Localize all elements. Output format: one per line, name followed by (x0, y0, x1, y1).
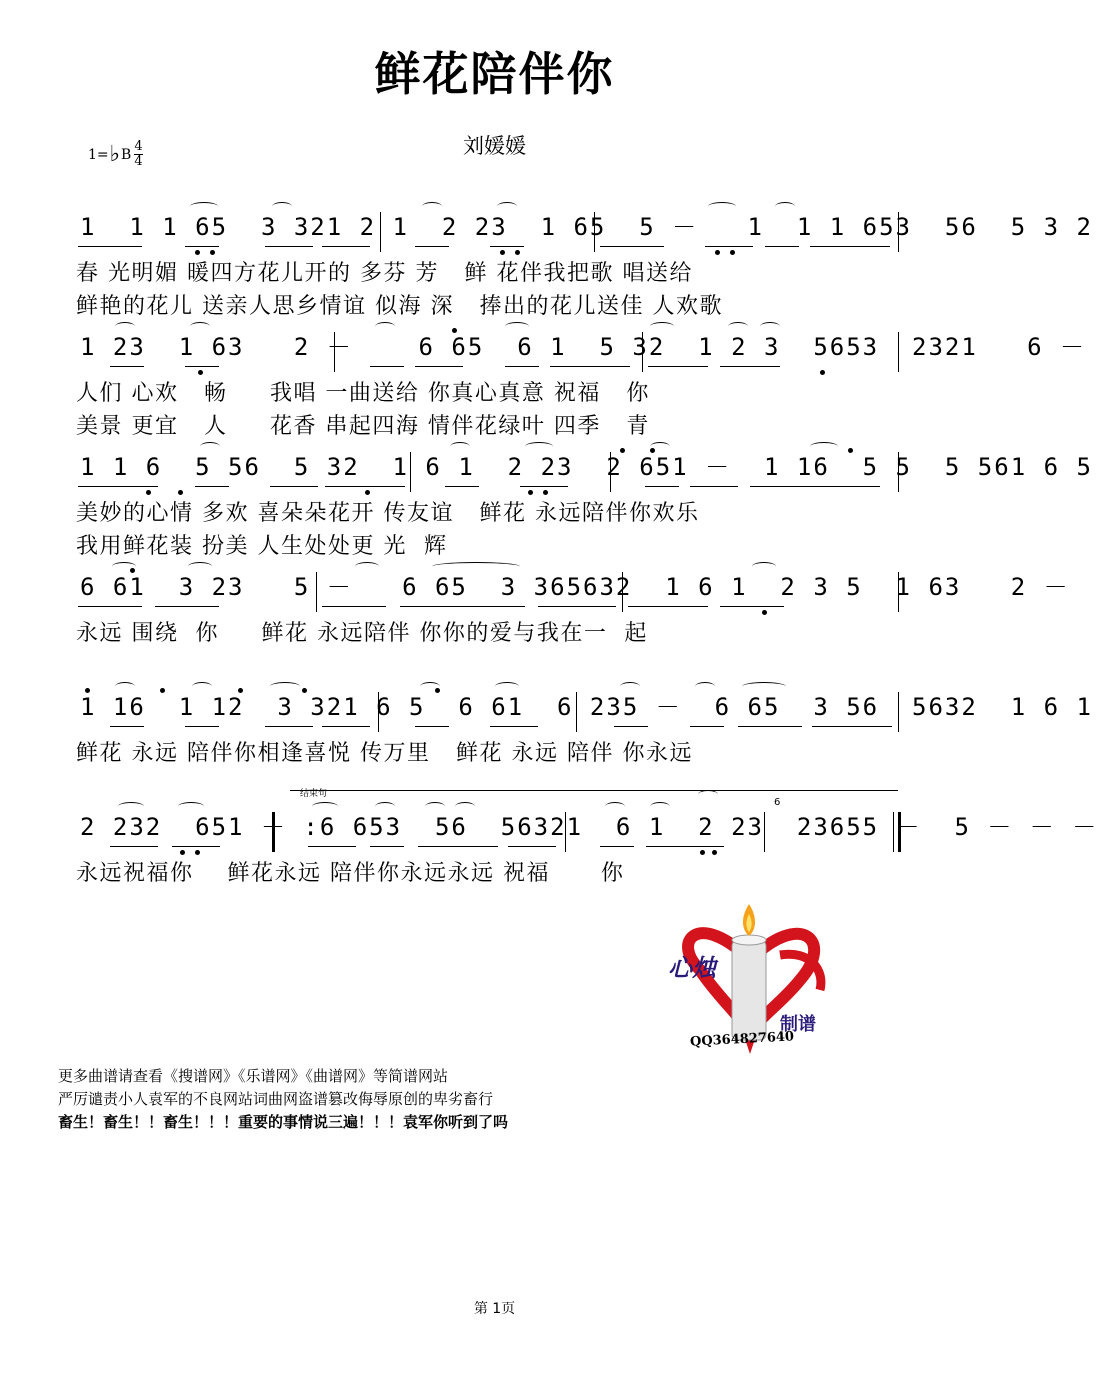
slur (272, 202, 292, 211)
underline (628, 606, 708, 607)
underline (400, 606, 525, 607)
low-dot (198, 370, 203, 375)
slur (450, 442, 470, 451)
underline (415, 726, 449, 727)
low-dot (712, 850, 717, 855)
slur (497, 202, 517, 211)
underline (505, 366, 539, 367)
underline (690, 486, 738, 487)
underline (738, 726, 802, 727)
final-barline (898, 812, 901, 852)
slur (698, 790, 718, 799)
low-dot (715, 250, 720, 255)
slur (455, 802, 475, 811)
low-dot (210, 250, 215, 255)
score-system-2 (0, 332, 1087, 452)
underline (720, 606, 784, 607)
footer-line-3: 畜生！畜生！！畜生！！！重要的事情说三遍！！！袁军你听到了吗 (58, 1113, 509, 1131)
high-dot (848, 448, 853, 453)
underline (325, 486, 405, 487)
high-dot (85, 688, 90, 693)
slur (375, 802, 395, 811)
low-dot (195, 850, 200, 855)
page-number: 第 1页 (473, 1301, 516, 1317)
underline (265, 726, 313, 727)
lyric-verse-1: 永远祝福你 鲜花永远 陪伴你永远永远 祝福 你 (76, 861, 625, 886)
barline (316, 572, 317, 612)
underline (415, 366, 463, 367)
underline (538, 606, 616, 607)
score-system-6 (0, 812, 1098, 932)
underline (185, 366, 219, 367)
barline (898, 692, 899, 732)
slur (190, 322, 210, 331)
slur (742, 682, 786, 691)
slur (118, 802, 144, 811)
underline (195, 486, 229, 487)
barline (898, 572, 899, 612)
notes-line: 1 1 6 5 56 5 32 1 6 1 2 23 2 651 － 1 16 5 5 5 561 6 5 (80, 453, 1093, 481)
song-title: 鲜花陪伴你 (374, 47, 615, 101)
final-barline (893, 812, 894, 852)
high-dot (452, 328, 457, 333)
underline (550, 366, 630, 367)
high-dot (435, 688, 440, 693)
barline (898, 332, 899, 372)
underline (78, 246, 142, 247)
slur (432, 562, 520, 571)
underline (322, 726, 370, 727)
underline (110, 846, 158, 847)
low-dot (515, 250, 520, 255)
high-dot (620, 448, 625, 453)
underline (78, 606, 142, 607)
underline (370, 366, 404, 367)
slur (200, 442, 220, 451)
underline (812, 726, 892, 727)
slur (190, 202, 218, 211)
low-dot (365, 490, 370, 495)
slur (192, 682, 212, 691)
slur (605, 802, 625, 811)
low-dot (762, 610, 767, 615)
repeat-barline (272, 812, 275, 852)
low-dot (500, 250, 505, 255)
low-dot (730, 250, 735, 255)
underline (78, 486, 158, 487)
slur (695, 682, 715, 691)
barline (898, 452, 899, 492)
underline (185, 726, 219, 727)
score-system-5 (0, 692, 1093, 812)
slur (525, 442, 553, 451)
score-system-3 (0, 452, 1093, 572)
low-dot (700, 850, 705, 855)
footer-line-2: 严厉谴责小人袁军的不良网站词曲网盗谱篡改侮辱原创的卑劣畜行 (58, 1090, 494, 1108)
slur (178, 802, 204, 811)
underline (110, 366, 144, 367)
high-dot (130, 568, 135, 573)
slur (270, 682, 300, 691)
high-dot (302, 688, 307, 693)
slur (708, 202, 736, 211)
low-dot (528, 490, 533, 495)
underline (765, 246, 799, 247)
low-dot (820, 370, 825, 375)
underline (705, 246, 753, 247)
underline (418, 846, 498, 847)
barline (594, 212, 595, 252)
fermata-mark: 6 (774, 797, 781, 808)
notes-line: 2 232 651 － :6 653 56 56321 6 1 2 23 23655 － 5 － － － (80, 813, 1098, 841)
underline (720, 366, 780, 367)
slur (495, 682, 519, 691)
underline (155, 606, 219, 607)
slur (188, 562, 212, 571)
lyric-verse-2: 美景 更宜 人 花香 串起四海 情伴花绿叶 四季 青 (76, 414, 650, 439)
barline (610, 452, 611, 492)
logo-text-sub: 制谱 (780, 1014, 816, 1035)
underline (600, 246, 664, 247)
slur (505, 322, 529, 331)
underline (490, 726, 538, 727)
low-dot (543, 490, 548, 495)
slur (810, 442, 838, 451)
underline (646, 846, 724, 847)
slur (752, 562, 776, 571)
underline (690, 726, 724, 727)
barline (378, 692, 379, 732)
low-dot (146, 490, 151, 495)
barline (622, 572, 623, 612)
logo-qq: QQ364827640 (689, 1029, 795, 1050)
slur (375, 322, 395, 331)
barline (576, 692, 577, 732)
underline (415, 246, 449, 247)
low-dot (178, 490, 183, 495)
low-dot (180, 850, 185, 855)
underline (520, 486, 568, 487)
underline (172, 846, 220, 847)
underline (750, 486, 880, 487)
barline (764, 812, 765, 852)
slur (650, 802, 670, 811)
lyric-verse-1: 美妙的心情 多欢 喜朵朵花开 传友谊 鲜花 永远陪伴你欢乐 (76, 501, 700, 526)
lyric-verse-1: 人们 心欢 畅 我唱 一曲送给 你真心真意 祝福 你 (76, 381, 650, 406)
footer-line-1: 更多曲谱请查看《搜谱网》《乐谱网》《曲谱网》等简谱网站 (58, 1067, 449, 1085)
underline (508, 846, 556, 847)
ending-bracket (290, 790, 898, 791)
lyric-verse-1: 永远 围绕 你 鲜花 永远陪伴 你你的爱与我在一 起 (76, 621, 648, 646)
barline (565, 812, 566, 852)
low-dot (195, 250, 200, 255)
lyric-verse-2: 鲜艳的花儿 送亲人思乡情谊 似海 深 捧出的花儿送佳 人欢歌 (76, 294, 723, 319)
underline (265, 246, 313, 247)
barline (410, 452, 411, 492)
key-note: B (121, 146, 132, 163)
underline (445, 486, 479, 487)
high-dot (650, 448, 655, 453)
flat-sign: ♭ (109, 142, 121, 167)
notes-line: 1 16 1 12 3 321 6 5 6 61 6 235 － 6 65 3 56 5632 1 6 1 (80, 693, 1093, 721)
underline (270, 486, 318, 487)
underline (308, 846, 356, 847)
underline (110, 726, 144, 727)
underline (600, 846, 634, 847)
slur (312, 802, 338, 811)
slur (620, 682, 640, 691)
underline (322, 246, 370, 247)
slur (422, 202, 442, 211)
underline (614, 726, 648, 727)
slur (760, 322, 780, 331)
high-dot (160, 688, 165, 693)
slur (775, 202, 795, 211)
underline (322, 606, 386, 607)
lyric-verse-1: 春 光明媚 暖四方花儿开的 多芬 芳 鲜 花伴我把歌 唱送给 (76, 261, 693, 286)
slur (425, 802, 445, 811)
score-system-1 (0, 212, 1093, 332)
notes-line: 6 61 3 23 5 － 6 65 3 365632 1 6 1 2 3 5 1 63 2 － (80, 573, 1070, 601)
slur (115, 682, 135, 691)
time-bottom: 4 (134, 154, 143, 169)
slur (650, 322, 674, 331)
lyric-verse-2: 我用鲜花装 扮美 人生处处更 光 辉 (76, 534, 448, 559)
ending-label: 结束句 (300, 789, 328, 799)
barline (898, 212, 899, 252)
notes-line: 1 23 1 63 2 － 6 65 6 1 5 32 1 2 3 5653 2321 6 － (80, 333, 1087, 361)
slur (355, 562, 379, 571)
underline (645, 486, 679, 487)
notes-line: 1 1 1 65 3 321 2 1 2 23 1 65 5 － 1 1 1 653 56 5 3 2 (80, 213, 1093, 241)
composer-name: 刘媛媛 (463, 134, 526, 158)
barline (380, 212, 381, 252)
lyric-verse-1: 鲜花 永远 陪伴你相逢喜悦 传万里 鲜花 永远 陪伴 你永远 (76, 741, 693, 766)
high-dot (238, 688, 243, 693)
slur (115, 322, 135, 331)
underline (810, 246, 890, 247)
score-system-4 (0, 572, 1070, 692)
logo-text-main: 心烛 (668, 954, 716, 982)
underline (490, 246, 524, 247)
barline (642, 332, 643, 372)
underline (185, 246, 219, 247)
slur (728, 322, 748, 331)
barline (334, 332, 335, 372)
key-prefix: 1= (88, 146, 109, 163)
time-top: 4 (134, 139, 143, 154)
underline (370, 846, 404, 847)
underline (648, 366, 708, 367)
